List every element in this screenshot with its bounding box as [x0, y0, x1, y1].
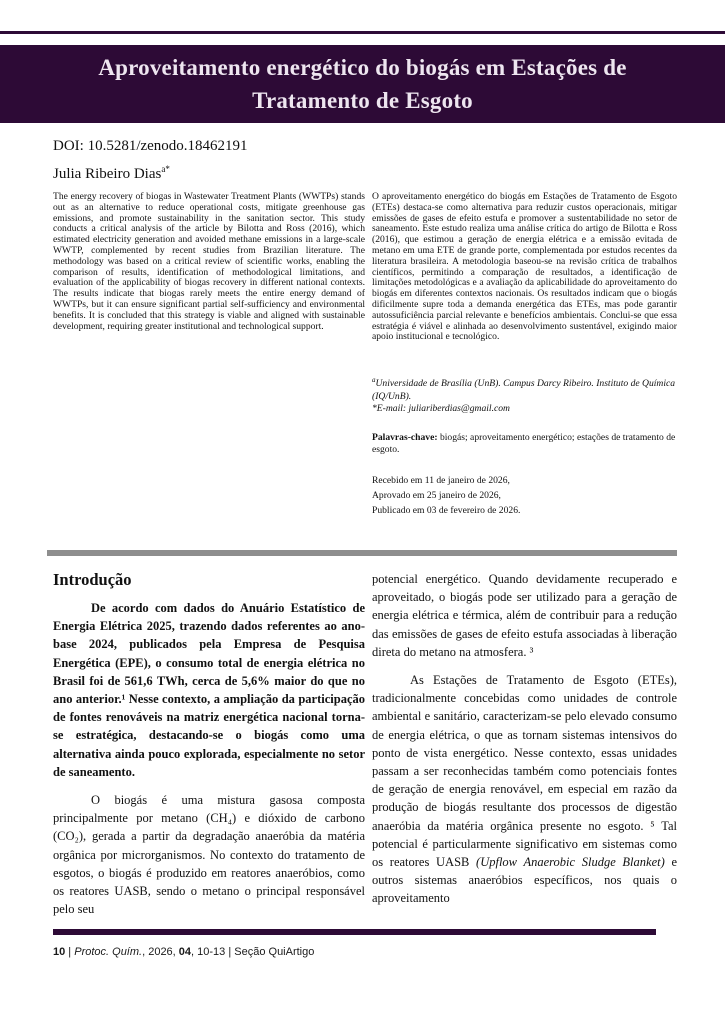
abstract-en: The energy recovery of biogas in Wastewater Treatment Plants (WWTPs) stands out as an alternative to reduce operational costs, mitigate greenhouse gas emissions, and promote sustainability in the sanitation sector. This study conducts a critical analysis of the article by Bilotta and Ross (2016), which estimated electricity generation and avoided methane emissions in a large-scale WWTP, complemented by recent studies from Brazilian literature. The methodology was based on a critical review of scientific works, enabling the comparison of results, identification of methodological limitations, and evaluation of the applicability of biogas recovery in different national contexts. The results indicate that biogas rarely meets the entire energy demand of WWTPs, but it can ensure significant partial self-sufficiency and environmental benefits. It is concluded that this strategy is viable and aligned with sustainable development, requiring greater institutional and technological support.	[53, 191, 365, 332]
author-marker: a*	[161, 164, 170, 174]
footer-year: , 2026,	[142, 946, 179, 958]
author-line	[53, 164, 170, 183]
intro-heading: Introdução	[53, 570, 132, 589]
abstract-column-pt	[372, 192, 677, 518]
footer-page-number: 10	[53, 946, 66, 958]
author-name: Julia Ribeiro Dias	[53, 166, 162, 182]
keywords-block	[372, 432, 677, 457]
section-divider	[47, 550, 677, 556]
footer-volume: 04	[178, 946, 192, 958]
title-band	[0, 45, 725, 123]
intro-column-right	[372, 570, 677, 918]
abstract-column-en	[53, 192, 365, 518]
email-line: *E-mail: juliariberdias@gmail.com	[372, 403, 510, 415]
intro-column-left	[53, 570, 365, 918]
footer-separator-1: |	[65, 946, 75, 958]
intro-paragraph-4-italic: (Upflow Anaerobic Sludge Blanket)	[476, 855, 665, 870]
footer-journal-name: Protoc. Quím.	[74, 946, 143, 958]
footer-rule	[53, 929, 656, 935]
abstract-pt: O aproveitamento energético do biogás em Estações de Tratamento de Esgoto (ETEs) destaca-se como alternativa para reduzir custos operacionais, mitigar emissões de gases de efeito estufa e promover a sustentabilidade no setor de saneamento. Este estudo realiza uma análise crítica do artigo de Bilotta e Ross (2016), que estimou a geração de energia elétrica e a emissão evitada de metano em uma ETE de grande porte, complementada por estudos recentes da literatura brasileira. A metodologia baseou-se na revisão crítica de trabalhos científicos, permitindo a comparação de resultados, a identificação de limitações metodológicas e a avaliação da aplicabilidade do aproveitamento do biogás em diferentes contextos nacionais. Os resultados indicam que o biogás dificilmente supre toda a demanda energética das ETEs, mas pode garantir autossuficiência parcial relevante e benefícios ambientais. Conclui-se que essa estratégia é viável e alinhada ao desenvolvimento sustentável, exigindo maior apoio institucional e tecnológico.	[372, 191, 677, 343]
affiliation-block	[372, 374, 677, 416]
intro-paragraph-2: O biogás é uma mistura gasosa composta principalmente por metano (CH₄) e dióxido de carbono (CO₂), gerada a partir da degradação anaeróbia da matéria orgânica por microrganismos. No contexto do tratamento de esgotos, o biogás é produzido em reatores anaeróbios, como os reatores UASB, sendo o metano o principal responsável pelo seu	[53, 793, 365, 917]
introduction-section	[53, 570, 677, 918]
affiliation-marker: a	[372, 376, 376, 385]
footer-citation	[53, 946, 314, 958]
dates-block	[372, 473, 677, 518]
intro-paragraph-3: potencial energético. Quando devidamente recuperado e aproveitado, o biogás pode ser utilizado para a geração de energia elétrica e térmica, além de contribuir para a redução das emissões de gases de efeito estufa associadas à liberação direta do metano na atmosfera. ³	[372, 572, 677, 659]
keywords-label: Palavras-chave:	[372, 431, 438, 443]
affiliation-line	[372, 374, 677, 403]
intro-paragraph-1: De acordo com dados do Anuário Estatístico de Energia Elétrica 2025, trazendo dados referentes ao ano-base 2024, publicados pela Empresa de Pesquisa Energética (EPE), o consumo total de energia elétrica no Brasil foi de 561,6 TWh, cerca de 5,6% maior do que no ano anterior.¹ Nesse contexto, a ampliação da participação de fontes renováveis na matriz energética nacional torna-se estratégica, destacando-se o biogás como uma alternativa ainda pouco explorada, especialmente no setor de saneamento.	[53, 601, 365, 779]
received-date: Recebido em 11 de janeiro de 2026,	[372, 474, 510, 486]
intro-paragraph-4	[372, 671, 677, 908]
doi-line: DOI: 10.5281/zenodo.18462191	[53, 138, 248, 154]
footer-pages-section: , 10-13 | Seção QuiArtigo	[191, 946, 315, 958]
intro-paragraph-4-text: As Estações de Tratamento de Esgoto (ETEs), tradicionalmente concebidas como unidades de controle ambiental e sanitário, caracterizam-se pelo elevado consumo de energia elétrica, o que as tornam sistemas intensivos do ponto de vista energético. Nesse contexto, essas unidades passam a ser reconhecidas também como potenciais fontes de geração de energia renovável, em especial em razão da produção de biogás resultante dos processos de digestão anaeróbia da matéria orgânica presente no esgoto. ⁵ Tal potencial é particularmente significativo em sistemas como os reatores UASB	[372, 673, 677, 870]
approved-date: Aprovado em 25 janeiro de 2026,	[372, 489, 501, 501]
top-rule	[0, 31, 725, 34]
article-title: Aproveitamento energético do biogás em Estações de Tratamento de Esgoto	[98, 55, 627, 113]
affiliation-text: Universidade de Brasília (UnB). Campus Darcy Ribeiro. Instituto de Química (IQ/UnB).	[372, 378, 676, 402]
abstract-section	[53, 192, 677, 518]
keywords-text: biogás; aproveitamento energético; estações de tratamento de esgoto.	[372, 431, 676, 456]
intro-paragraph-4-end: e outros sistemas anaeróbios específicos, nos quais o aproveitamento	[372, 855, 677, 906]
published-date: Publicado em 03 de fevereiro de 2026.	[372, 504, 521, 516]
